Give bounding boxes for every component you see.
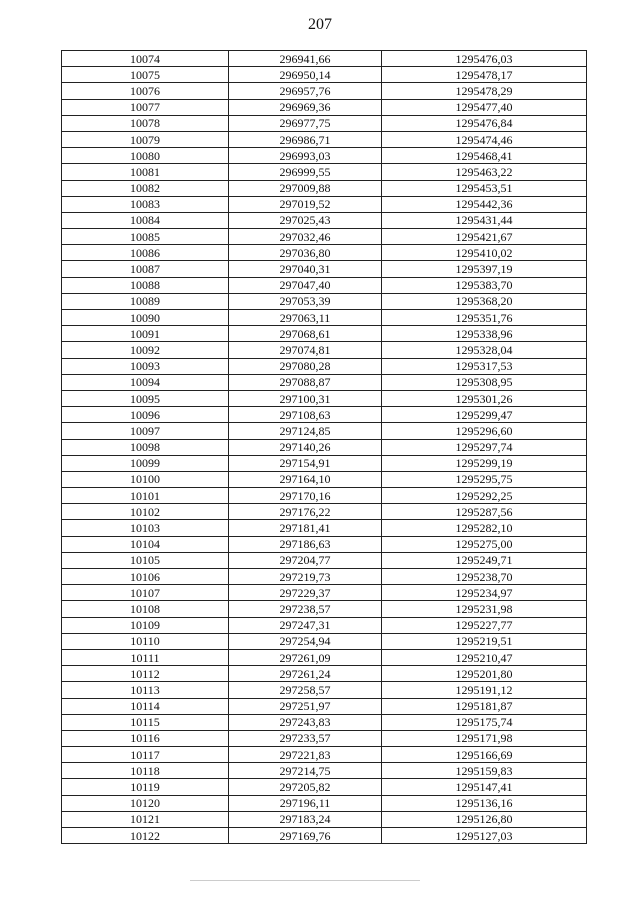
table-row (62, 374, 587, 390)
x-coordinate-cell: 297233,57 (229, 730, 382, 746)
x-coordinate-cell: 297261,24 (229, 666, 382, 682)
table-row (62, 471, 587, 487)
table-row (62, 358, 587, 374)
x-coordinate-cell: 297053,39 (229, 293, 382, 309)
page-number: 207 (308, 16, 332, 33)
y-coordinate-cell: 1295299,47 (382, 407, 587, 423)
y-coordinate-cell: 1295238,70 (382, 569, 587, 585)
point-number-cell: 10089 (62, 293, 229, 309)
point-number-cell: 10081 (62, 164, 229, 180)
x-coordinate-cell: 297186,63 (229, 536, 382, 552)
table-row (62, 811, 587, 827)
point-number-cell: 10084 (62, 212, 229, 228)
y-coordinate-cell: 1295299,19 (382, 455, 587, 471)
point-number-cell: 10094 (62, 374, 229, 390)
table-row (62, 131, 587, 147)
y-coordinate-cell: 1295410,02 (382, 245, 587, 261)
y-coordinate-cell: 1295338,96 (382, 326, 587, 342)
x-coordinate-cell: 296986,71 (229, 131, 382, 147)
x-coordinate-cell: 297164,10 (229, 471, 382, 487)
point-number-cell: 10080 (62, 148, 229, 164)
table-row (62, 779, 587, 795)
point-number-cell: 10075 (62, 67, 229, 83)
table-row (62, 180, 587, 196)
table-row (62, 342, 587, 358)
table-row (62, 714, 587, 730)
y-coordinate-cell: 1295476,84 (382, 115, 587, 131)
y-coordinate-cell: 1295477,40 (382, 99, 587, 115)
y-coordinate-cell: 1295234,97 (382, 585, 587, 601)
table-row (62, 83, 587, 99)
y-coordinate-cell: 1295478,29 (382, 83, 587, 99)
point-number-cell: 10095 (62, 390, 229, 406)
point-number-cell: 10096 (62, 407, 229, 423)
point-number-cell: 10120 (62, 795, 229, 811)
x-coordinate-cell: 297169,76 (229, 828, 382, 844)
point-number-cell: 10114 (62, 698, 229, 714)
table-row (62, 277, 587, 293)
x-coordinate-cell: 296969,36 (229, 99, 382, 115)
x-coordinate-cell: 297204,77 (229, 552, 382, 568)
y-coordinate-cell: 1295301,26 (382, 390, 587, 406)
y-coordinate-cell: 1295171,98 (382, 730, 587, 746)
y-coordinate-cell: 1295227,77 (382, 617, 587, 633)
point-number-cell: 10122 (62, 828, 229, 844)
table-row (62, 488, 587, 504)
y-coordinate-cell: 1295159,83 (382, 763, 587, 779)
x-coordinate-cell: 297154,91 (229, 455, 382, 471)
table-row (62, 601, 587, 617)
y-coordinate-cell: 1295468,41 (382, 148, 587, 164)
table-row (62, 229, 587, 245)
table-row (62, 212, 587, 228)
table-row (62, 552, 587, 568)
y-coordinate-cell: 1295328,04 (382, 342, 587, 358)
x-coordinate-cell: 297074,81 (229, 342, 382, 358)
y-coordinate-cell: 1295219,51 (382, 633, 587, 649)
x-coordinate-cell: 297243,83 (229, 714, 382, 730)
x-coordinate-cell: 296977,75 (229, 115, 382, 131)
table-row (62, 795, 587, 811)
x-coordinate-cell: 297063,11 (229, 310, 382, 326)
point-number-cell: 10116 (62, 730, 229, 746)
x-coordinate-cell: 297238,57 (229, 601, 382, 617)
y-coordinate-cell: 1295231,98 (382, 601, 587, 617)
y-coordinate-cell: 1295478,17 (382, 67, 587, 83)
table-row (62, 763, 587, 779)
point-number-cell: 10091 (62, 326, 229, 342)
y-coordinate-cell: 1295474,46 (382, 131, 587, 147)
x-coordinate-cell: 297009,88 (229, 180, 382, 196)
table-row (62, 148, 587, 164)
table-row (62, 536, 587, 552)
table-row (62, 455, 587, 471)
table-row (62, 51, 587, 67)
x-coordinate-cell: 296999,55 (229, 164, 382, 180)
y-coordinate-cell: 1295275,00 (382, 536, 587, 552)
point-number-cell: 10082 (62, 180, 229, 196)
coordinates-table (61, 50, 587, 844)
point-number-cell: 10100 (62, 471, 229, 487)
x-coordinate-cell: 297219,73 (229, 569, 382, 585)
point-number-cell: 10099 (62, 455, 229, 471)
point-number-cell: 10090 (62, 310, 229, 326)
point-number-cell: 10117 (62, 747, 229, 763)
x-coordinate-cell: 297047,40 (229, 277, 382, 293)
table-row (62, 666, 587, 682)
point-number-cell: 10102 (62, 504, 229, 520)
x-coordinate-cell: 297140,26 (229, 439, 382, 455)
table-row (62, 682, 587, 698)
table-row (62, 245, 587, 261)
x-coordinate-cell: 297258,57 (229, 682, 382, 698)
point-number-cell: 10087 (62, 261, 229, 277)
y-coordinate-cell: 1295308,95 (382, 374, 587, 390)
x-coordinate-cell: 297025,43 (229, 212, 382, 228)
y-coordinate-cell: 1295317,53 (382, 358, 587, 374)
table-row (62, 569, 587, 585)
y-coordinate-cell: 1295397,19 (382, 261, 587, 277)
table-row (62, 67, 587, 83)
table-row (62, 633, 587, 649)
point-number-cell: 10097 (62, 423, 229, 439)
y-coordinate-cell: 1295181,87 (382, 698, 587, 714)
x-coordinate-cell: 296993,03 (229, 148, 382, 164)
x-coordinate-cell: 297229,37 (229, 585, 382, 601)
table-row (62, 99, 587, 115)
x-coordinate-cell: 296957,76 (229, 83, 382, 99)
bottom-divider (190, 880, 420, 881)
y-coordinate-cell: 1295126,80 (382, 811, 587, 827)
x-coordinate-cell: 296941,66 (229, 51, 382, 67)
point-number-cell: 10112 (62, 666, 229, 682)
x-coordinate-cell: 297205,82 (229, 779, 382, 795)
y-coordinate-cell: 1295201,80 (382, 666, 587, 682)
table-row (62, 196, 587, 212)
y-coordinate-cell: 1295282,10 (382, 520, 587, 536)
point-number-cell: 10093 (62, 358, 229, 374)
x-coordinate-cell: 297254,94 (229, 633, 382, 649)
y-coordinate-cell: 1295175,74 (382, 714, 587, 730)
table-row (62, 698, 587, 714)
x-coordinate-cell: 297170,16 (229, 488, 382, 504)
x-coordinate-cell: 297080,28 (229, 358, 382, 374)
y-coordinate-cell: 1295421,67 (382, 229, 587, 245)
x-coordinate-cell: 297196,11 (229, 795, 382, 811)
table-row (62, 504, 587, 520)
y-coordinate-cell: 1295295,75 (382, 471, 587, 487)
x-coordinate-cell: 297176,22 (229, 504, 382, 520)
x-coordinate-cell: 297214,75 (229, 763, 382, 779)
point-number-cell: 10098 (62, 439, 229, 455)
table-row (62, 310, 587, 326)
coordinates-table-body (62, 51, 587, 844)
point-number-cell: 10077 (62, 99, 229, 115)
x-coordinate-cell: 296950,14 (229, 67, 382, 83)
point-number-cell: 10107 (62, 585, 229, 601)
point-number-cell: 10103 (62, 520, 229, 536)
point-number-cell: 10101 (62, 488, 229, 504)
point-number-cell: 10088 (62, 277, 229, 293)
point-number-cell: 10109 (62, 617, 229, 633)
y-coordinate-cell: 1295191,12 (382, 682, 587, 698)
y-coordinate-cell: 1295136,16 (382, 795, 587, 811)
y-coordinate-cell: 1295442,36 (382, 196, 587, 212)
table-row (62, 747, 587, 763)
x-coordinate-cell: 297221,83 (229, 747, 382, 763)
y-coordinate-cell: 1295249,71 (382, 552, 587, 568)
point-number-cell: 10111 (62, 649, 229, 665)
y-coordinate-cell: 1295166,69 (382, 747, 587, 763)
y-coordinate-cell: 1295210,47 (382, 649, 587, 665)
x-coordinate-cell: 297181,41 (229, 520, 382, 536)
point-number-cell: 10118 (62, 763, 229, 779)
point-number-cell: 10104 (62, 536, 229, 552)
point-number-cell: 10113 (62, 682, 229, 698)
point-number-cell: 10092 (62, 342, 229, 358)
table-row (62, 828, 587, 844)
y-coordinate-cell: 1295127,03 (382, 828, 587, 844)
x-coordinate-cell: 297036,80 (229, 245, 382, 261)
table-row (62, 407, 587, 423)
table-row (62, 439, 587, 455)
x-coordinate-cell: 297068,61 (229, 326, 382, 342)
x-coordinate-cell: 297019,52 (229, 196, 382, 212)
x-coordinate-cell: 297088,87 (229, 374, 382, 390)
point-number-cell: 10108 (62, 601, 229, 617)
point-number-cell: 10106 (62, 569, 229, 585)
table-row (62, 423, 587, 439)
y-coordinate-cell: 1295296,60 (382, 423, 587, 439)
x-coordinate-cell: 297108,63 (229, 407, 382, 423)
x-coordinate-cell: 297040,31 (229, 261, 382, 277)
table-row (62, 293, 587, 309)
table-row (62, 585, 587, 601)
y-coordinate-cell: 1295147,41 (382, 779, 587, 795)
table-row (62, 520, 587, 536)
y-coordinate-cell: 1295476,03 (382, 51, 587, 67)
point-number-cell: 10110 (62, 633, 229, 649)
x-coordinate-cell: 297251,97 (229, 698, 382, 714)
point-number-cell: 10105 (62, 552, 229, 568)
point-number-cell: 10115 (62, 714, 229, 730)
x-coordinate-cell: 297261,09 (229, 649, 382, 665)
point-number-cell: 10083 (62, 196, 229, 212)
y-coordinate-cell: 1295297,74 (382, 439, 587, 455)
x-coordinate-cell: 297032,46 (229, 229, 382, 245)
x-coordinate-cell: 297183,24 (229, 811, 382, 827)
point-number-cell: 10078 (62, 115, 229, 131)
y-coordinate-cell: 1295292,25 (382, 488, 587, 504)
point-number-cell: 10121 (62, 811, 229, 827)
x-coordinate-cell: 297100,31 (229, 390, 382, 406)
x-coordinate-cell: 297247,31 (229, 617, 382, 633)
point-number-cell: 10079 (62, 131, 229, 147)
y-coordinate-cell: 1295453,51 (382, 180, 587, 196)
table-row (62, 390, 587, 406)
point-number-cell: 10086 (62, 245, 229, 261)
point-number-cell: 10074 (62, 51, 229, 67)
table-row (62, 115, 587, 131)
table-row (62, 730, 587, 746)
y-coordinate-cell: 1295368,20 (382, 293, 587, 309)
point-number-cell: 10119 (62, 779, 229, 795)
y-coordinate-cell: 1295383,70 (382, 277, 587, 293)
y-coordinate-cell: 1295431,44 (382, 212, 587, 228)
y-coordinate-cell: 1295351,76 (382, 310, 587, 326)
table-row (62, 164, 587, 180)
y-coordinate-cell: 1295463,22 (382, 164, 587, 180)
x-coordinate-cell: 297124,85 (229, 423, 382, 439)
table-row (62, 617, 587, 633)
point-number-cell: 10076 (62, 83, 229, 99)
table-row (62, 649, 587, 665)
point-number-cell: 10085 (62, 229, 229, 245)
table-row (62, 261, 587, 277)
table-row (62, 326, 587, 342)
y-coordinate-cell: 1295287,56 (382, 504, 587, 520)
